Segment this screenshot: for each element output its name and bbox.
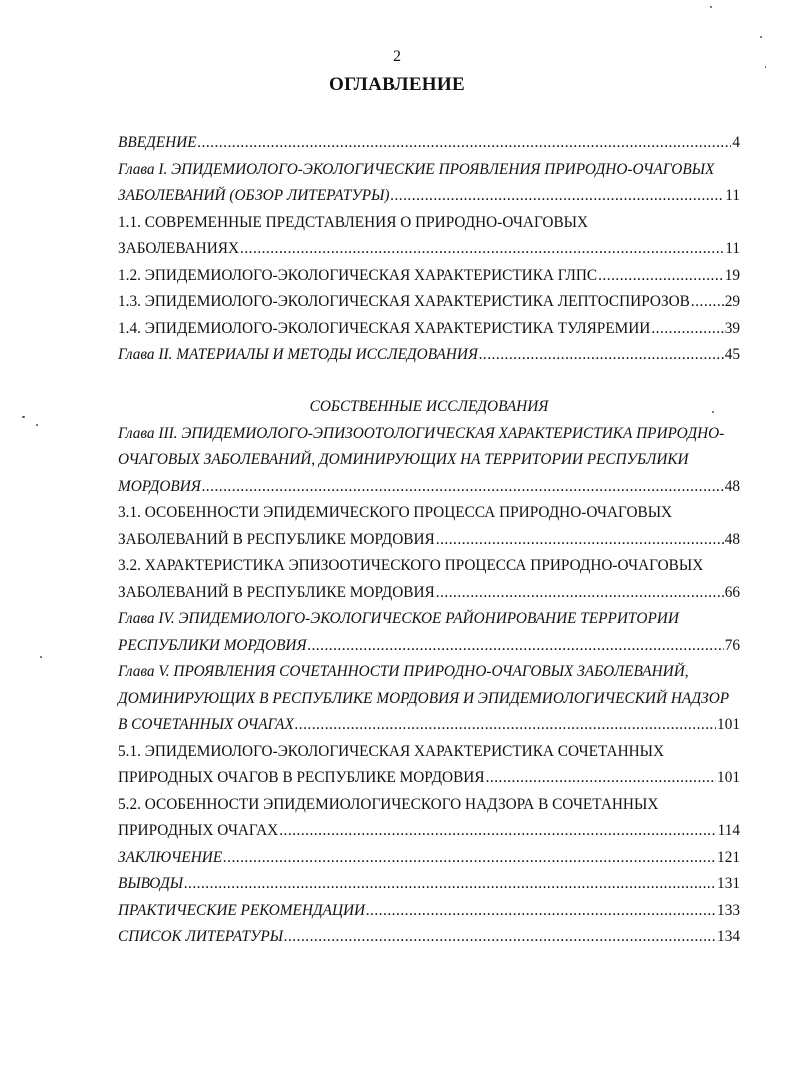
toc-page-number: 121 <box>717 848 740 866</box>
toc-entry-title: ЗАБОЛЕВАНИЙ В РЕСПУБЛИКЕ МОРДОВИЯ <box>118 530 435 548</box>
table-of-contents-research <box>118 398 740 955</box>
toc-entry-title: 5.2. ОСОБЕННОСТИ ЭПИДЕМИОЛОГИЧЕСКОГО НАДЗОРА В СОЧЕТАННЫХ <box>118 795 659 813</box>
toc-entry[interactable] <box>118 478 740 505</box>
toc-leader-dots <box>295 716 716 734</box>
toc-entry-line[interactable] <box>118 796 740 823</box>
toc-leader-dots <box>240 240 724 258</box>
toc-entry-title: 1.3. ЭПИДЕМИОЛОГО-ЭКОЛОГИЧЕСКАЯ ХАРАКТЕРИСТИКА ЛЕПТОСПИРОЗОВ <box>118 293 690 310</box>
toc-leader-dots <box>223 849 716 867</box>
toc-entry[interactable] <box>118 320 740 347</box>
toc-entry-title: 3.2. ХАРАКТЕРИСТИКА ЭПИЗООТИЧЕСКОГО ПРОЦЕССА ПРИРОДНО-ОЧАГОВЫХ <box>118 557 704 574</box>
toc-entry-title: ЗАКЛЮЧЕНИЕ <box>118 848 223 866</box>
toc-entry-title: Глава III. ЭПИДЕМИОЛОГО-ЭПИЗООТОЛОГИЧЕСКАЯ ХАРАКТЕРИСТИКА ПРИРОДНО- <box>118 424 725 442</box>
page-number: 2 <box>393 48 401 65</box>
toc-entry-title: ОЧАГОВЫХ ЗАБОЛЕВАНИЙ, ДОМИНИРУЮЩИХ НА ТЕРРИТОРИИ РЕСПУБЛИКИ <box>118 451 689 468</box>
toc-leader-dots <box>691 293 724 311</box>
toc-entry-line[interactable] <box>118 425 740 452</box>
toc-page-number: 101 <box>717 716 740 733</box>
toc-entry-line[interactable] <box>118 504 740 531</box>
page-title: ОГЛАВЛЕНИЕ <box>329 74 465 95</box>
toc-entry[interactable] <box>118 769 740 796</box>
toc-entry-title: 3.1. ОСОБЕННОСТИ ЭПИДЕМИЧЕСКОГО ПРОЦЕССА ПРИРОДНО-ОЧАГОВЫХ <box>118 504 673 521</box>
toc-entry-title: ПРИРОДНЫХ ОЧАГАХ <box>118 822 279 839</box>
toc-entry[interactable] <box>118 293 740 320</box>
toc-page-number: 48 <box>724 477 740 495</box>
toc-leader-dots <box>436 531 724 549</box>
toc-page-number: 19 <box>724 266 740 284</box>
toc-entry[interactable] <box>118 902 740 929</box>
toc-leader-dots <box>184 875 716 893</box>
toc-entry-title: В СОЧЕТАННЫХ ОЧАГАХ <box>118 716 294 733</box>
scan-speck <box>760 36 762 38</box>
toc-leader-dots <box>366 902 716 920</box>
toc-entry-line[interactable] <box>118 451 740 478</box>
scan-speck <box>40 656 42 658</box>
toc-page-number: 101 <box>717 769 740 786</box>
toc-entry-title: Глава V. ПРОЯВЛЕНИЯ СОЧЕТАННОСТИ ПРИРОДНО-ОЧАГОВЫХ ЗАБОЛЕВАНИЙ, <box>118 663 689 680</box>
toc-page-number: 4 <box>732 134 740 151</box>
toc-entry-title: МОРДОВИЯ <box>118 477 201 495</box>
toc-entry[interactable] <box>118 187 740 214</box>
toc-entry-title: 5.1. ЭПИДЕМИОЛОГО-ЭКОЛОГИЧЕСКАЯ ХАРАКТЕРИСТИКА СОЧЕТАННЫХ <box>118 742 665 760</box>
toc-entry-title: Глава IV. ЭПИДЕМИОЛОГО-ЭКОЛОГИЧЕСКОЕ РАЙОНИРОВАНИЕ ТЕРРИТОРИИ <box>118 610 679 627</box>
scan-speck <box>710 6 712 8</box>
toc-entry[interactable] <box>118 849 740 876</box>
scan-speck <box>22 416 25 418</box>
toc-entry-title: 1.4. ЭПИДЕМИОЛОГО-ЭКОЛОГИЧЕСКАЯ ХАРАКТЕРИСТИКА ТУЛЯРЕМИИ <box>118 319 651 337</box>
toc-entry-title: ВВЕДЕНИЕ <box>118 134 197 151</box>
toc-leader-dots <box>202 478 724 496</box>
toc-leader-dots <box>198 134 732 152</box>
toc-page-number: 76 <box>724 636 740 654</box>
toc-entry-title: ЗАБОЛЕВАНИЯХ <box>118 240 240 257</box>
toc-entry-line[interactable] <box>118 557 740 584</box>
toc-entry[interactable] <box>118 637 740 664</box>
toc-leader-dots <box>284 928 716 946</box>
toc-page-number: 134 <box>717 928 740 945</box>
section-heading-text: СОБСТВЕННЫЕ ИССЛЕДОВАНИЯ <box>309 398 549 415</box>
toc-page-number: 39 <box>724 319 740 337</box>
toc-entry[interactable] <box>118 716 740 743</box>
toc-entry-title: ЗАБОЛЕВАНИЙ В РЕСПУБЛИКЕ МОРДОВИЯ <box>118 583 435 601</box>
toc-leader-dots <box>391 187 725 205</box>
toc-entry-line[interactable] <box>118 663 740 690</box>
toc-leader-dots <box>279 822 716 840</box>
toc-entry[interactable] <box>118 822 740 849</box>
toc-entry-line[interactable] <box>118 610 740 637</box>
toc-page-number: 45 <box>724 346 740 363</box>
toc-entry-title: 1.2. ЭПИДЕМИОЛОГО-ЭКОЛОГИЧЕСКАЯ ХАРАКТЕРИСТИКА ГЛПС <box>118 266 598 284</box>
toc-entry-line[interactable] <box>118 161 740 188</box>
toc-entry-title: ЗАБОЛЕВАНИЙ (ОБЗОР ЛИТЕРАТУРЫ) <box>118 187 390 204</box>
toc-entry-line[interactable] <box>118 690 740 717</box>
toc-leader-dots <box>308 637 724 655</box>
toc-page-number: 11 <box>725 187 740 204</box>
scan-speck <box>712 411 714 413</box>
toc-entry[interactable] <box>118 584 740 611</box>
toc-entry[interactable] <box>118 928 740 955</box>
toc-leader-dots <box>651 320 723 338</box>
toc-page-number: 11 <box>725 240 740 257</box>
toc-entry-title: ВЫВОДЫ <box>118 875 184 892</box>
toc-page-number: 133 <box>717 901 740 919</box>
toc-entry[interactable] <box>118 875 740 902</box>
toc-entry-title: СПИСОК ЛИТЕРАТУРЫ <box>118 928 284 945</box>
toc-leader-dots <box>479 346 724 364</box>
toc-leader-dots <box>436 584 724 602</box>
toc-entry[interactable] <box>118 267 740 294</box>
toc-entry-title: Глава I. ЭПИДЕМИОЛОГО-ЭКОЛОГИЧЕСКИЕ ПРОЯВЛЕНИЯ ПРИРОДНО-ОЧАГОВЫХ <box>118 160 715 178</box>
scan-speck <box>36 424 38 426</box>
scan-speck <box>765 66 766 68</box>
toc-entry-title: ПРАКТИЧЕСКИЕ РЕКОМЕНДАЦИИ <box>118 901 366 919</box>
toc-entry-title: ПРИРОДНЫХ ОЧАГОВ В РЕСПУБЛИКЕ МОРДОВИЯ <box>118 769 485 786</box>
toc-entry-title: Глава II. МАТЕРИАЛЫ И МЕТОДЫ ИССЛЕДОВАНИЯ <box>118 346 478 363</box>
toc-entry[interactable] <box>118 346 740 373</box>
toc-entry-line[interactable] <box>118 214 740 241</box>
toc-entry-line[interactable] <box>118 743 740 770</box>
toc-page-number: 66 <box>724 583 740 601</box>
toc-leader-dots <box>598 267 724 285</box>
toc-leader-dots <box>486 769 716 787</box>
toc-page-number: 114 <box>717 822 740 839</box>
toc-entry[interactable] <box>118 134 740 161</box>
toc-entry-title: РЕСПУБЛИКИ МОРДОВИЯ <box>118 636 307 654</box>
toc-entry-title: ДОМИНИРУЮЩИХ В РЕСПУБЛИКЕ МОРДОВИЯ И ЭПИДЕМИОЛОГИЧЕСКИЙ НАДЗОР <box>118 689 730 707</box>
toc-page-number: 48 <box>724 530 740 548</box>
toc-page-number: 29 <box>724 293 740 310</box>
toc-entry-title: 1.1. СОВРЕМЕННЫЕ ПРЕДСТАВЛЕНИЯ О ПРИРОДНО-ОЧАГОВЫХ <box>118 213 589 231</box>
toc-entry[interactable] <box>118 531 740 558</box>
toc-entry[interactable] <box>118 240 740 267</box>
table-of-contents-intro <box>118 134 740 373</box>
section-heading <box>118 398 740 425</box>
toc-page-number: 131 <box>717 875 740 892</box>
